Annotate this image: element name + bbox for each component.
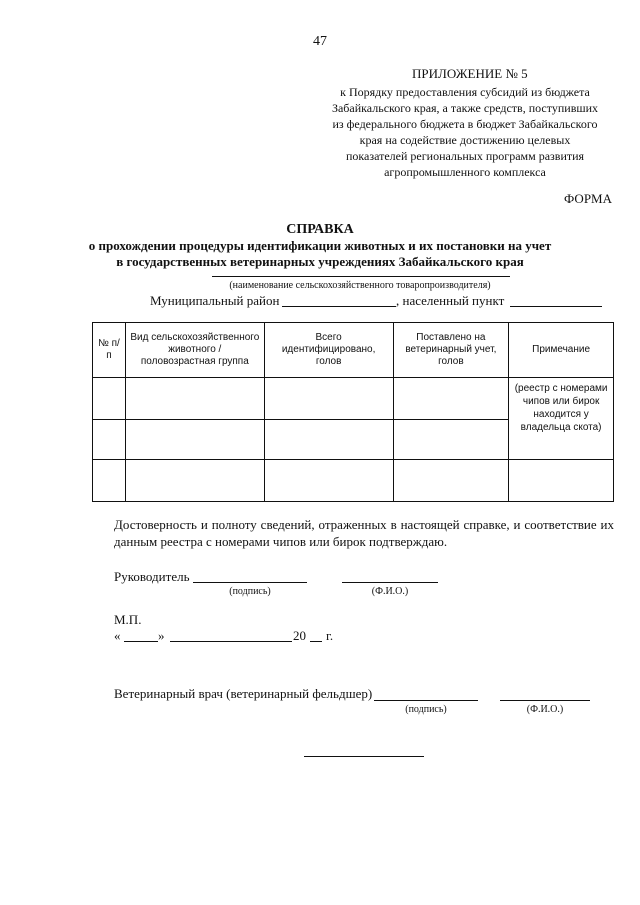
header-animal-type: Вид сельскохозяйственного животного / половозрастная группа (125, 323, 264, 378)
table-cell (264, 460, 393, 502)
date-day-line (124, 641, 158, 642)
page-number: 47 (313, 34, 327, 49)
table-cell (125, 460, 264, 502)
head-label: Руководитель (114, 569, 190, 584)
date-open-quote: « (114, 628, 121, 643)
table-header-row (93, 323, 614, 378)
head-signature-caption: (подпись) (229, 586, 271, 597)
end-separator-line (304, 756, 424, 757)
table-row (93, 460, 614, 502)
title-line-1: СПРАВКА (286, 222, 354, 237)
date-month-line (170, 641, 292, 642)
title-line-3: в государственных ветеринарных учреждениях Забайкальского края (116, 254, 524, 269)
order-line: показателей региональных программ развития (345, 149, 585, 163)
note-cell: (реестр с номерами чипов или бирок находится у владельца скота) (509, 378, 614, 460)
table-cell (93, 460, 126, 502)
vet-fio-line (500, 700, 590, 701)
document-title (0, 222, 640, 270)
order-line: края на содействие достижению целевых (359, 133, 571, 147)
header-note: Примечание (509, 323, 614, 378)
vet-fio-caption: (Ф.И.О.) (526, 704, 564, 715)
district-line (282, 306, 396, 307)
header-total-identified: Всего идентифицировано, голов (264, 323, 393, 378)
stamp-label: М.П. (114, 612, 142, 627)
head-fio-line (342, 582, 438, 583)
header-number: № п/п (93, 323, 126, 378)
head-fio-caption: (Ф.И.О.) (371, 586, 409, 597)
vet-signature-caption: (подпись) (405, 704, 447, 715)
head-signature-line (193, 582, 307, 583)
appendix-title: ПРИЛОЖЕНИЕ № 5 (412, 66, 528, 81)
title-line-2: о прохождении процедуры идентификации животных и их постановки на учет (88, 238, 552, 253)
order-line: агропромышленного комплекса (384, 165, 546, 179)
order-line: к Порядку предоставления субсидий из бюджета (340, 85, 590, 99)
date-year-suffix: г. (326, 628, 334, 643)
date-close-quote: » (158, 628, 165, 643)
table-cell (509, 460, 614, 502)
order-line: Забайкальского края, а также средств, поступивших (331, 101, 599, 115)
table-cell (93, 420, 126, 460)
header-registered: Поставлено на ветеринарный учет, голов (393, 323, 509, 378)
date-year-line (310, 641, 322, 642)
identification-table (92, 322, 614, 502)
table-cell (125, 378, 264, 420)
order-line: из федерального бюджета в бюджет Забайкальского (332, 117, 598, 131)
table-cell (93, 378, 126, 420)
order-reference (300, 84, 630, 180)
table-cell (393, 420, 509, 460)
district-label: Муниципальный район (150, 293, 280, 308)
producer-name-line (212, 276, 510, 277)
table-cell (264, 378, 393, 420)
table-cell (393, 378, 509, 420)
producer-caption: (наименование сельскохозяйственного товаропроизводителя) (229, 280, 491, 291)
table-row (93, 378, 614, 420)
table-cell (264, 420, 393, 460)
vet-label: Ветеринарный врач (ветеринарный фельдшер) (114, 686, 373, 701)
form-label: ФОРМА (564, 191, 612, 206)
settlement-line (510, 306, 602, 307)
confirmation-text: Достоверность и полноту сведений, отраженных в настоящей справке, и соответствие их данным реестра с номерами чипов или бирок подтверждаю. (114, 517, 614, 549)
vet-signature-line (374, 700, 478, 701)
table-cell (393, 460, 509, 502)
date-year-prefix: 20 (293, 628, 306, 643)
settlement-label: , населенный пункт (396, 293, 505, 308)
table-cell (125, 420, 264, 460)
